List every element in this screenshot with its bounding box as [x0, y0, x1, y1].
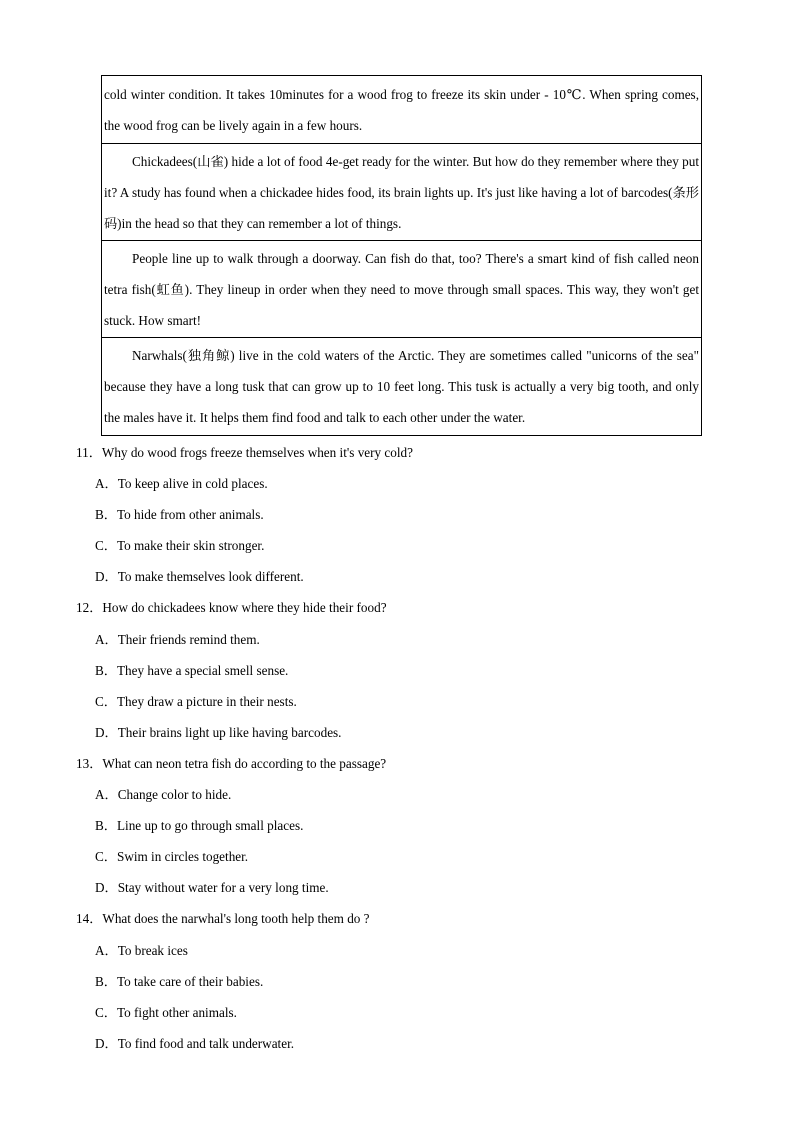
question-stem: [76, 748, 716, 779]
option-b[interactable]: B．To hide from other animals.: [95, 507, 264, 523]
question-text: Why do wood frogs freeze themselves when it's very cold?: [101, 445, 413, 460]
question-list: [76, 437, 716, 1059]
option-a[interactable]: A．Change color to hide.: [95, 787, 232, 803]
passage-paragraph: Narwhals(独角鲸) live in the cold waters of the Arctic. They are sometimes called "unicorns of the sea" because they have a long tusk that can grow up to 10 feet long. This tusk is actually a very big tooth, and only the males have it. It helps them find food and talk to each other under the water.: [104, 348, 699, 425]
option-a[interactable]: A．To keep alive in cold places.: [95, 476, 268, 492]
question-number: 11．: [76, 445, 102, 460]
question-14: [76, 903, 716, 1058]
question-number: 12．: [76, 600, 103, 616]
passage-cell-wood-frog: [102, 76, 701, 143]
question-text: What does the narwhal's long tooth help them do ?: [102, 911, 370, 927]
passage-cell-neon-tetra: [102, 240, 701, 337]
question-text: How do chickadees know where they hide their food?: [102, 600, 387, 616]
option-list: [76, 779, 716, 903]
option-c[interactable]: C．To make their skin stronger.: [95, 538, 265, 554]
option-d[interactable]: D．To find food and talk underwater.: [95, 1035, 295, 1051]
question-stem: [76, 592, 716, 623]
option-list: [76, 624, 716, 748]
option-c[interactable]: C．They draw a picture in their nests.: [95, 693, 297, 709]
option-b[interactable]: B．To take care of their babies.: [95, 973, 264, 989]
option-a[interactable]: A．To break ices: [95, 942, 188, 958]
option-d[interactable]: D．Their brains light up like having barcodes.: [95, 724, 342, 740]
question-12: [76, 592, 716, 747]
option-c[interactable]: C．Swim in circles together.: [95, 849, 249, 865]
question-13: [76, 748, 716, 903]
question-stem: [76, 903, 716, 934]
passage-paragraph: cold winter condition. It takes 10minutes for a wood frog to freeze its skin under - 10℃. When spring comes, the wood frog can be lively again in a few hours.: [104, 87, 699, 133]
question-number: 13．: [76, 755, 103, 771]
passage-paragraph: People line up to walk through a doorway. Can fish do that, too? There's a smart kind of fish called neon tetra fish(虹鱼). They lineup in order when they need to move through small spaces. This way, they won't get stuck. How smart!: [104, 251, 699, 328]
option-b[interactable]: B．Line up to go through small places.: [95, 818, 304, 834]
option-b[interactable]: B．They have a special smell sense.: [95, 662, 289, 678]
question-text: What can neon tetra fish do according to the passage?: [102, 755, 387, 771]
question-stem: [76, 437, 716, 468]
passage-paragraph: Chickadees(山雀) hide a lot of food 4e-get ready for the winter. But how do they remember where they put it? A study has found when a chickadee hides food, its brain lights up. It's just like having a lot of barcodes(条形码)in the head so that they can remember a lot of things.: [104, 154, 699, 231]
option-list: [76, 468, 716, 592]
question-11: [76, 437, 716, 592]
passage-cell-narwhals: [102, 337, 701, 435]
passage-cell-chickadees: [102, 143, 701, 240]
option-d[interactable]: D．To make themselves look different.: [95, 569, 304, 585]
passage-table: [101, 75, 702, 436]
option-a[interactable]: A．Their friends remind them.: [95, 631, 260, 647]
option-d[interactable]: D．Stay without water for a very long time.: [95, 880, 329, 896]
option-c[interactable]: C．To fight other animals.: [95, 1004, 237, 1020]
question-number: 14．: [76, 911, 103, 927]
option-list: [76, 935, 716, 1059]
